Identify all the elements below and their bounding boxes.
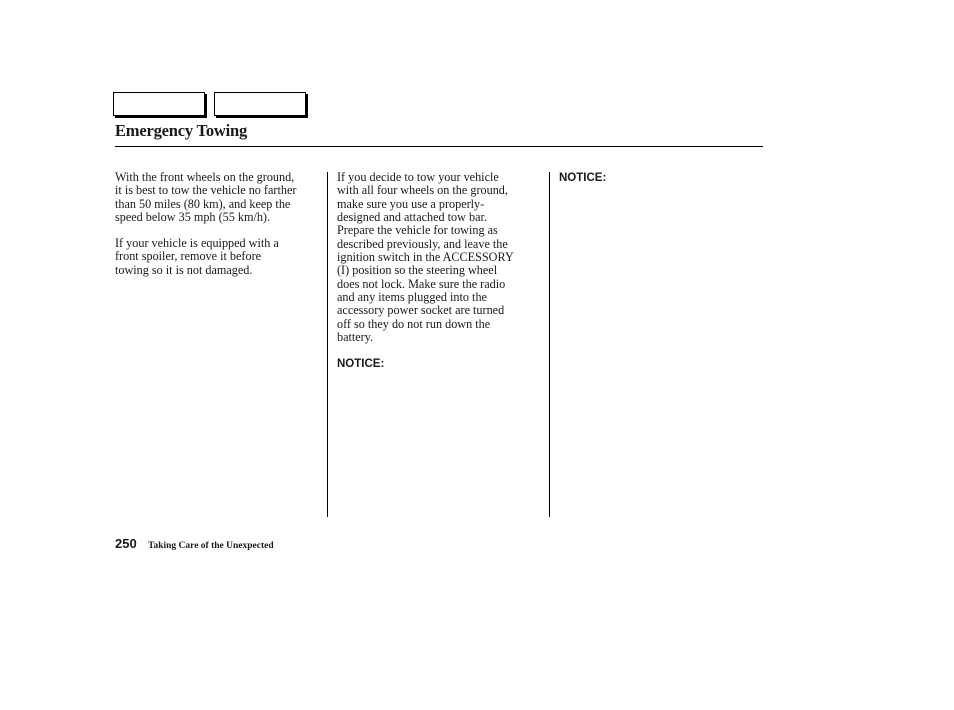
paragraph-four-wheels: If you decide to tow your vehicle with all four wheels on the ground, make sure you use a properly- designed and attached tow bar. Prepare the vehicle for towing as described previously, and leave the ignition switch in the ACCESSORY (I) position so the steering wheel does not lock. Make sure the radio and any items plugged into the accessory power socket are turned off so they do not run down the battery. (337, 170, 514, 345)
text-column-1 (115, 171, 325, 289)
text-column-2 (337, 171, 547, 383)
section-name: Taking Care of the Unexpected (148, 541, 274, 551)
title-divider (115, 146, 763, 147)
text-column-3 (559, 171, 759, 198)
paragraph-front-spoiler: If your vehicle is equipped with a front spoiler, remove it before towing so it is not damaged. (115, 235, 279, 277)
notice-label: NOTICE: (559, 172, 607, 184)
column-divider-2 (549, 172, 550, 517)
paragraph-towing-distance: With the front wheels on the ground, it is best to tow the vehicle no farther than 50 miles (80 km), and keep the speed below 35 mph (55 km/h). (115, 170, 297, 225)
page-number: 250 (115, 536, 137, 551)
column-divider-1 (327, 172, 328, 517)
nav-tab-1[interactable] (113, 92, 205, 116)
notice-label: NOTICE: (337, 357, 385, 370)
page-title: Emergency Towing (115, 121, 248, 140)
nav-tab-2[interactable] (214, 92, 306, 116)
